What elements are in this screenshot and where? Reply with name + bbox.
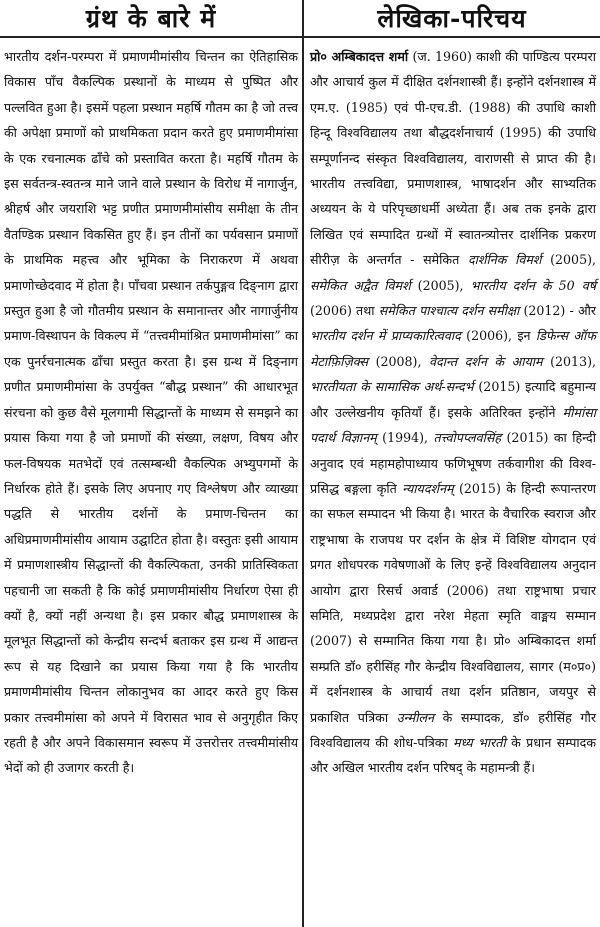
author-text-segment: (2008), [368, 353, 430, 369]
author-intro-column [304, 0, 600, 781]
author-text-segment: (2013), [542, 353, 596, 369]
work-title: भारतीयता के सामासिक अर्थ-सन्दर्भ [310, 379, 474, 395]
work-title: भारतीय दर्शन के 50 वर्ष [470, 277, 596, 293]
author-intro-heading: लेखिका-परिचय [304, 0, 600, 38]
work-title: मीमांसा पदार्थ विज्ञानम् [310, 404, 596, 446]
author-name: प्रो० अम्बिकादत्त शर्मा [310, 49, 409, 64]
work-title: मध्य भारती [453, 734, 506, 750]
work-title: भारतीय दर्शन में प्राप्यकारित्ववाद [310, 328, 461, 344]
author-text-segment: के प्रधान सम्पादक और अखिल भारतीय दर्शन परिषद् के महामन्त्री हैं। [310, 734, 596, 776]
author-text-segment: (2006) तथा [310, 303, 379, 319]
author-text-segment: (2015) के हिन्दी रूपान्तरण का सफल सम्पादन भी किया है। भारत के वैचारिक स्वराज और राष्ट्रभाषा के राजपथ पर दर्शन के क्षेत्र में विशिष्ट योगदान एवं प्रगत शोधपरक गवेषणाओं के लिए इन्हें विश्वविद्यालय अनुदान आयोग द्वारा रिसर्च अवार्ड (2006) तथा राष्ट्रभाषा प्रचार समिति, मध्यप्रदेश द्वारा नरेश मेहता स्मृति वाङ्मय सम्मान (2007) से सम्मानित किया गया है। प्रो० अम्बिकादत्त शर्मा सम्प्रति डॉ० हरीसिंह गौर केन्द्रीय विश्वविद्यालय, सागर (म०प्र०) में दर्शनशास्त्र के आचार्य तथा दर्शन प्रतिष्ठान, जयपुर से प्रकाशित पत्रिका [310, 480, 596, 725]
author-text-segment: (2015) इत्यादि बहुमान्य और उल्लेखनीय कृतियाँ हैं। इसके अतिरिक्त इन्होंने [310, 379, 596, 420]
author-text-segment: (ज. 1960) काशी की पाण्डित्य परम्परा और आचार्य कुल में दीक्षित दर्शनशास्त्री हैं। इन्होंने दर्शनशास्त्र में एम.ए. (1985) एवं पी-एच.डी. (1988) की उपाधि काशी हिन्दू विश्वविद्यालय तथा बौद्धदर्शनाचार्य (1995) की उपाधि सम्पूर्णानन्द संस्कृत विश्वविद्यालय, वाराणसी से प्राप्त की है। भारतीय तत्त्वविद्या, प्रमाणशास्त्र, भाषादर्शन और साभ्यतिक अध्ययन के ये परिपृच्छाधर्मी अध्येता हैं। अब तक इनके द्वारा लिखित एवं सम्पादित ग्रन्थों में स्वातन्त्र्योत्तर दार्शनिक प्रकरण सीरीज़ के अन्तर्गत - समेकित [310, 49, 596, 268]
author-text-segment: के सम्पादक, डॉ० हरीसिंह गौर विश्वविद्यालय की शोध-पत्रिका [310, 709, 596, 750]
about-book-text: भारतीय दर्शन-परम्परा में प्रमाणमीमांसीय चिन्तन का ऐतिहासिक विकास पाँच वैकल्पिक प्रस्थानों के माध्यम से पुष्पित और पल्लवित हुआ है। इसमें पहला प्रस्थान महर्षि गौतम का है जो तत्त्व की अपेक्षा प्रमाणों को प्राथमिकता प्रदान करते हुए प्रमाणमीमांसा के एक रचनात्मक ढाँचे को प्रस्तावित करता है। महर्षि गौतम के इस सर्वतन्त्र-स्वतन्त्र माने जाने वाले प्रस्थान के विरोध में नागार्जुन, श्रीहर्ष और जयराशि भट्ट प्रणीत प्रमाणमीमांसीय समीक्षा के तीन वैतण्डिक प्रस्थान विकसित हुए हैं। इन तीनों का पर्यवसान प्रमाणों के प्राथमिक महत्त्व और भूमिका के निराकरण में अथवा प्रमाणोच्छेदवाद में होता है। पाँचवा प्रस्थान तर्कपुङ्गव दिङ्नाग द्वारा प्रस्तुत हुआ है जो गौतमीय प्रस्थान के समानान्तर और नागार्जुनीय प्रमाण-विस्थापन के विकल्प में “तत्त्वमीमांश्रित प्रमाणमीमांसा” का एक पुनर्रचनात्मक ढाँचा प्रस्तुत करता है। इस ग्रन्थ में दिङ्नाग प्रणीत प्रमाणमीमांसा के उपर्युक्त “बौद्ध प्रस्थान” की आधारभूत संरचना को कुछ वैसे मूलगामी सिद्धान्तों के माध्यम से समझने का प्रयास किया गया है जो प्रमाणों की संख्या, लक्षण, विषय और फल-विषयक मतभेदों एवं तत्सम्बन्धी वैकल्पिक अभ्युपगमों के निर्धारक होते हैं। इसके लिए अपनाए गए विश्लेषण और व्याख्या पद्धति से भारतीय दर्शनों के प्रमाण-चिन्तन का अधिप्रमाणमीमांसीय आयाम उद्घाटित होता है। वस्तुतः इसी आयाम में प्रमाणशास्त्रीय सिद्धान्तों की वैकल्पिकता, उनकी प्रातिस्विकता पहचानी जा सकती है कि कोई प्रमाणमीमांसीय निर्धारण ऐसा ही क्यों है, क्यों नहीं अन्यथा है। इस प्रकार बौद्ध प्रमाणशास्त्र के मूलभूत सिद्धान्तों को केन्द्रीय सन्दर्भ बताकर इस ग्रन्थ में आद्यन्त रूप से यह दिखाने का प्रयास किया गया है कि भारतीय प्रमाणमीमांसीय चिन्तन लोकानुभव का आदर करते हुए किस प्रकार तत्त्वमीमांसा को अपने में विरासत भाव से अनुगृहीत किए रहती है और अपने विकासमान स्वरूप में उत्तरोत्तर तत्त्वमीमांसीय भेदों को ही उजागर करती है। [4, 49, 298, 776]
work-title: दार्शनिक विमर्श [467, 252, 542, 268]
work-title: समेकित अद्वैत विमर्श [310, 277, 411, 293]
about-book-column [0, 0, 302, 781]
work-title: वेदान्त दर्शन के आयाम [429, 353, 543, 369]
work-title: तत्त्वोपप्लवसिंह [433, 430, 502, 446]
work-title: न्यायदर्शनम् [402, 480, 454, 496]
author-text-segment: (2005), [541, 252, 596, 268]
work-title: डिफेन्स ऑफ मेटाफ़िज़िक्स [310, 328, 597, 369]
about-book-heading: ग्रंथ के बारे में [0, 0, 302, 38]
author-text-segment: (1994), [376, 430, 434, 446]
author-text-segment: (2005), [410, 277, 471, 293]
work-title: उन्मीलन [396, 709, 434, 725]
author-intro-text [310, 44, 596, 781]
author-text-segment: (2015) का हिन्दी अनुवाद एवं महामहोपाध्याय फणिभूषण तर्कवागीश की विश्व-प्रसिद्ध बङ्गला कृति [310, 430, 597, 496]
work-title: समेकित पाश्चात्य दर्शन समीक्षा [378, 303, 520, 319]
author-text-segment: (2012) - और [519, 303, 596, 319]
author-text-segment: (2006), इन [460, 328, 536, 344]
